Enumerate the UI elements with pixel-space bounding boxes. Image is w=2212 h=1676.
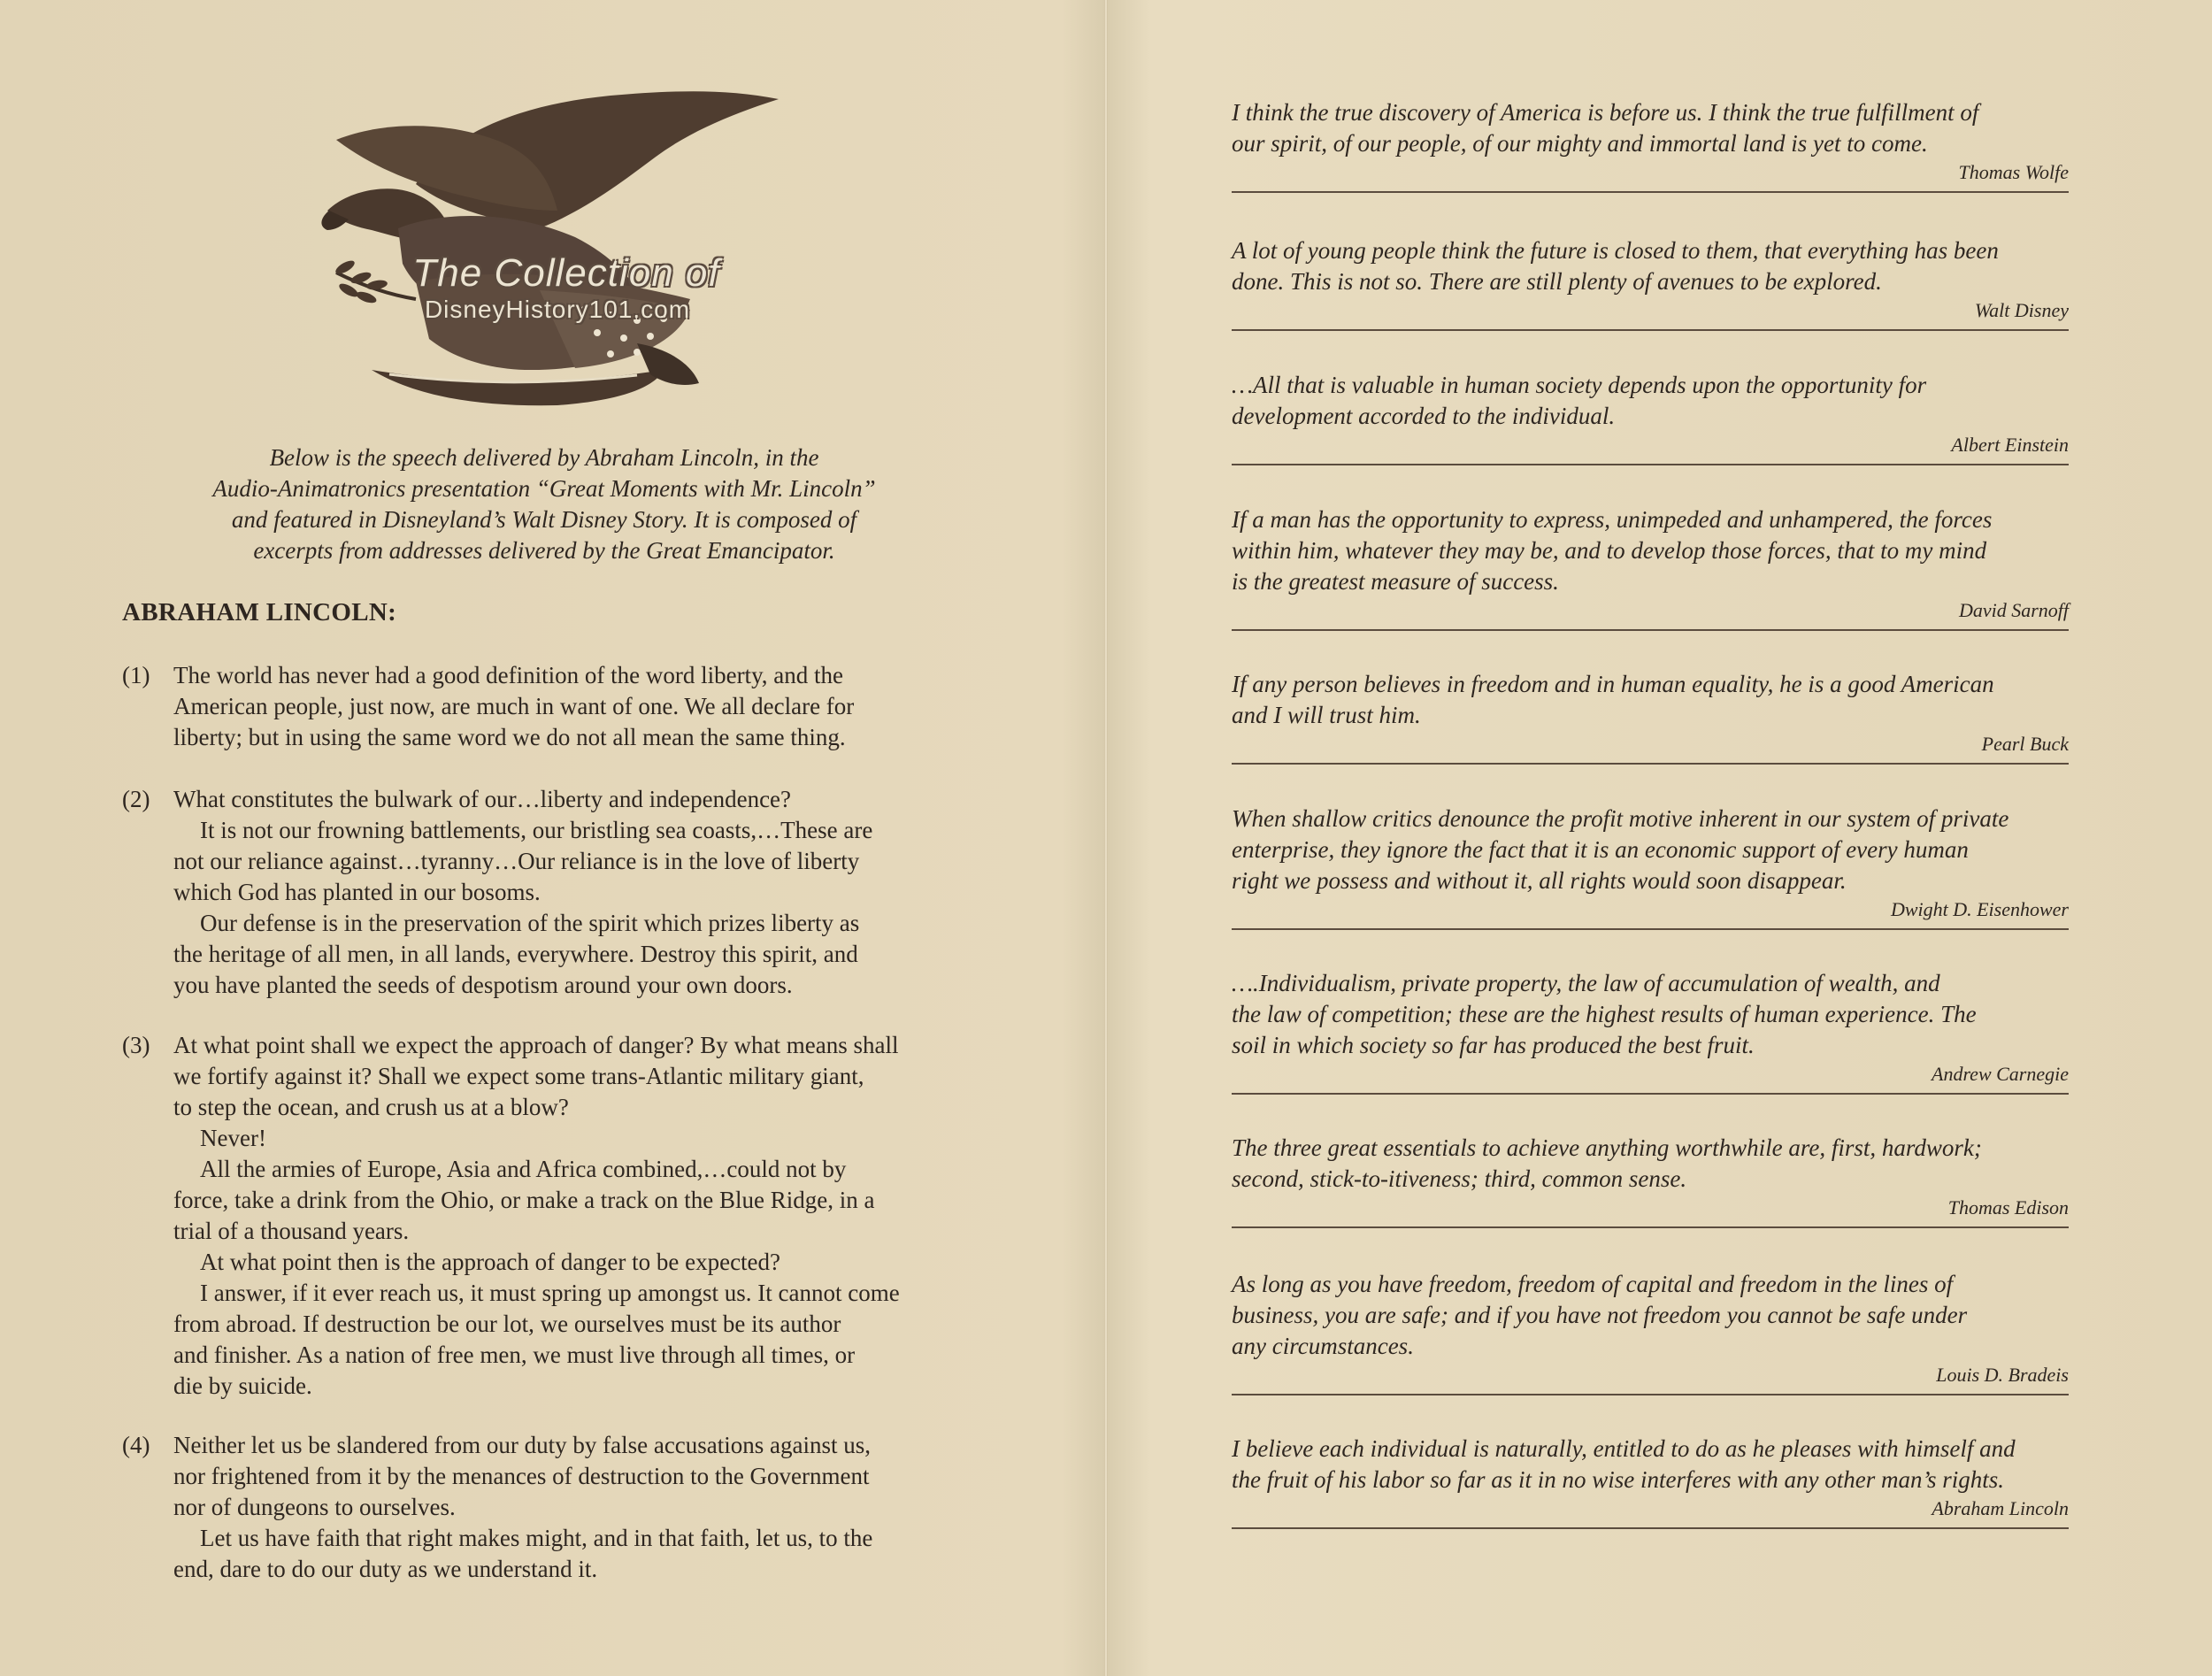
paragraph-number: (2) xyxy=(122,786,150,812)
quote-line: enterprise, they ignore the fact that it is an economic support of every human xyxy=(1232,836,1969,863)
quote-line: If a man has the opportunity to express, unimpeded and unhampered, the forces xyxy=(1232,506,1993,533)
paragraph-body xyxy=(173,660,1094,753)
paragraph-body xyxy=(173,784,1094,1001)
quote-author: David Sarnoff xyxy=(1958,599,2069,621)
quote-author: Abraham Lincoln xyxy=(1932,1497,2069,1519)
paragraph-line: nor of dungeons to ourselves. xyxy=(173,1494,456,1520)
quote-block xyxy=(1232,669,2069,765)
paragraph-line: American people, just now, are much in want of one. We all declare for xyxy=(173,693,855,719)
paragraph-line: force, take a drink from the Ohio, or make a track on the Blue Ridge, in a xyxy=(173,1187,875,1213)
paragraph-line: What constitutes the bulwark of our…liberty and independence? xyxy=(173,786,792,812)
quote-line: soil in which society so far has produced the best fruit. xyxy=(1232,1032,1755,1058)
paragraph-line: we fortify against it? Shall we expect some trans-Atlantic military giant, xyxy=(173,1063,864,1089)
intro-caption xyxy=(133,442,956,566)
paragraph-line: you have planted the seeds of despotism around your own doors. xyxy=(173,972,793,998)
quote-line: and I will trust him. xyxy=(1232,702,1421,728)
left-page xyxy=(0,0,1104,1676)
quote-line: As long as you have freedom, freedom of capital and freedom in the lines of xyxy=(1232,1271,1954,1297)
quote-block xyxy=(1232,803,2069,930)
quote-block xyxy=(1232,1133,2069,1228)
quote-line: The three great essentials to achieve anything worthwhile are, first, hardwork; xyxy=(1232,1134,1982,1161)
paragraph-line: trial of a thousand years. xyxy=(173,1218,410,1244)
paragraph-line: and finisher. As a nation of free men, we must live through all times, or xyxy=(173,1342,856,1368)
quote-line: second, stick-to-itiveness; third, common sense. xyxy=(1232,1165,1687,1192)
paragraph-line: Never! xyxy=(200,1125,266,1151)
speaker-heading: ABRAHAM LINCOLN: xyxy=(122,598,397,627)
paragraph-number: (1) xyxy=(122,662,150,688)
intro-line: Below is the speech delivered by Abraham Lincoln, in the xyxy=(269,444,819,471)
paragraph-number: (3) xyxy=(122,1032,150,1058)
paragraph-line: from abroad. If destruction be our lot, we ourselves must be its author xyxy=(173,1311,841,1337)
quote-block xyxy=(1232,504,2069,631)
quote-line: When shallow critics denounce the profit motive inherent in our system of private xyxy=(1232,805,2009,832)
quote-author: Pearl Buck xyxy=(1981,733,2069,755)
quote-line: business, you are safe; and if you have not freedom you cannot be safe under xyxy=(1232,1302,1968,1328)
paragraph-number: (4) xyxy=(122,1432,150,1458)
watermark-site: DisneyHistory101.com xyxy=(424,296,691,323)
paragraph-line: Our defense is in the preservation of the spirit which prizes liberty as xyxy=(200,910,860,936)
quote-line: …All that is valuable in human society depends upon the opportunity for xyxy=(1232,372,1927,398)
intro-line: excerpts from addresses delivered by the Great Emancipator. xyxy=(253,537,835,564)
paragraph-line: die by suicide. xyxy=(173,1372,312,1399)
quote-line: development accorded to the individual. xyxy=(1232,403,1616,429)
paragraph-line: not our reliance against…tyranny…Our reliance is in the love of liberty xyxy=(173,848,860,874)
watermark-title: The Collection of xyxy=(412,251,720,295)
right-page xyxy=(1108,0,2212,1676)
paragraph-line: It is not our frowning battlements, our bristling sea coasts,…These are xyxy=(200,817,873,843)
quote-line: our spirit, of our people, of our mighty and immortal land is yet to come. xyxy=(1232,130,1928,157)
paragraph-line: end, dare to do our duty as we understand it. xyxy=(173,1556,598,1582)
quote-author: Thomas Wolfe xyxy=(1958,161,2069,183)
intro-line: and featured in Disneyland’s Walt Disney Story. It is composed of xyxy=(231,506,857,533)
quote-author: Dwight D. Eisenhower xyxy=(1890,898,2069,920)
paragraph-line: liberty; but in using the same word we do not all mean the same thing. xyxy=(173,724,846,750)
quote-block xyxy=(1232,370,2069,465)
quote-block xyxy=(1232,968,2069,1095)
eagle-illustration xyxy=(319,78,796,423)
quote-line: within him, whatever they may be, and to develop those forces, that to my mind xyxy=(1232,537,1987,564)
quote-author: Andrew Carnegie xyxy=(1932,1063,2069,1085)
paragraph-line: At what point then is the approach of danger to be expected? xyxy=(200,1249,781,1275)
quote-line: ….Individualism, private property, the law of accumulation of wealth, and xyxy=(1232,970,1940,996)
paragraph-line: The world has never had a good definition of the word liberty, and the xyxy=(173,662,844,688)
paragraph-line: nor frightened from it by the menances of destruction to the Government xyxy=(173,1463,870,1489)
eagle-icon xyxy=(319,78,796,423)
paragraph-line: All the armies of Europe, Asia and Africa combined,…could not by xyxy=(200,1156,847,1182)
paragraph-line: the heritage of all men, in all lands, everywhere. Destroy this spirit, and xyxy=(173,941,858,967)
quote-line: done. This is not so. There are still plenty of avenues to be explored. xyxy=(1232,268,1882,295)
quote-line: right we possess and without it, all rights would soon disappear. xyxy=(1232,867,1847,894)
quote-line: I believe each individual is naturally, entitled to do as he pleases with himself and xyxy=(1232,1435,2016,1462)
quote-author: Louis D. Bradeis xyxy=(1936,1364,2069,1386)
paragraph-line: Let us have faith that right makes might, and in that faith, let us, to the xyxy=(200,1525,873,1551)
quote-line: A lot of young people think the future is closed to them, that everything has been xyxy=(1232,237,1999,264)
quote-line: If any person believes in freedom and in human equality, he is a good American xyxy=(1232,671,1994,697)
quote-block xyxy=(1232,235,2069,331)
quote-author: Walt Disney xyxy=(1974,299,2069,321)
quote-author: Thomas Edison xyxy=(1947,1196,2069,1219)
quote-line: the fruit of his labor so far as it in no wise interferes with any other man’s rights. xyxy=(1232,1466,2005,1493)
quote-block xyxy=(1232,1269,2069,1395)
paragraph-line: At what point shall we expect the approach of danger? By what means shall xyxy=(173,1032,899,1058)
quote-line: the law of competition; these are the highest results of human experience. The xyxy=(1232,1001,1977,1027)
paragraph-line: I answer, if it ever reach us, it must spring up amongst us. It cannot come xyxy=(200,1280,900,1306)
quote-block xyxy=(1232,97,2069,193)
intro-line: Audio-Animatronics presentation “Great Moments with Mr. Lincoln” xyxy=(212,475,876,502)
paragraph-line: Neither let us be slandered from our duty by false accusations against us, xyxy=(173,1432,872,1458)
quote-line: is the greatest measure of success. xyxy=(1232,568,1559,595)
paragraph-body xyxy=(173,1030,1094,1402)
quote-block xyxy=(1232,1434,2069,1529)
quote-line: any circumstances. xyxy=(1232,1333,1414,1359)
quote-line: I think the true discovery of America is before us. I think the true fulfillment of xyxy=(1232,99,1979,126)
quote-author: Albert Einstein xyxy=(1951,434,2069,456)
paragraph-line: to step the ocean, and crush us at a blow? xyxy=(173,1094,569,1120)
paragraph-body xyxy=(173,1430,1094,1585)
paragraph-line: which God has planted in our bosoms. xyxy=(173,879,541,905)
